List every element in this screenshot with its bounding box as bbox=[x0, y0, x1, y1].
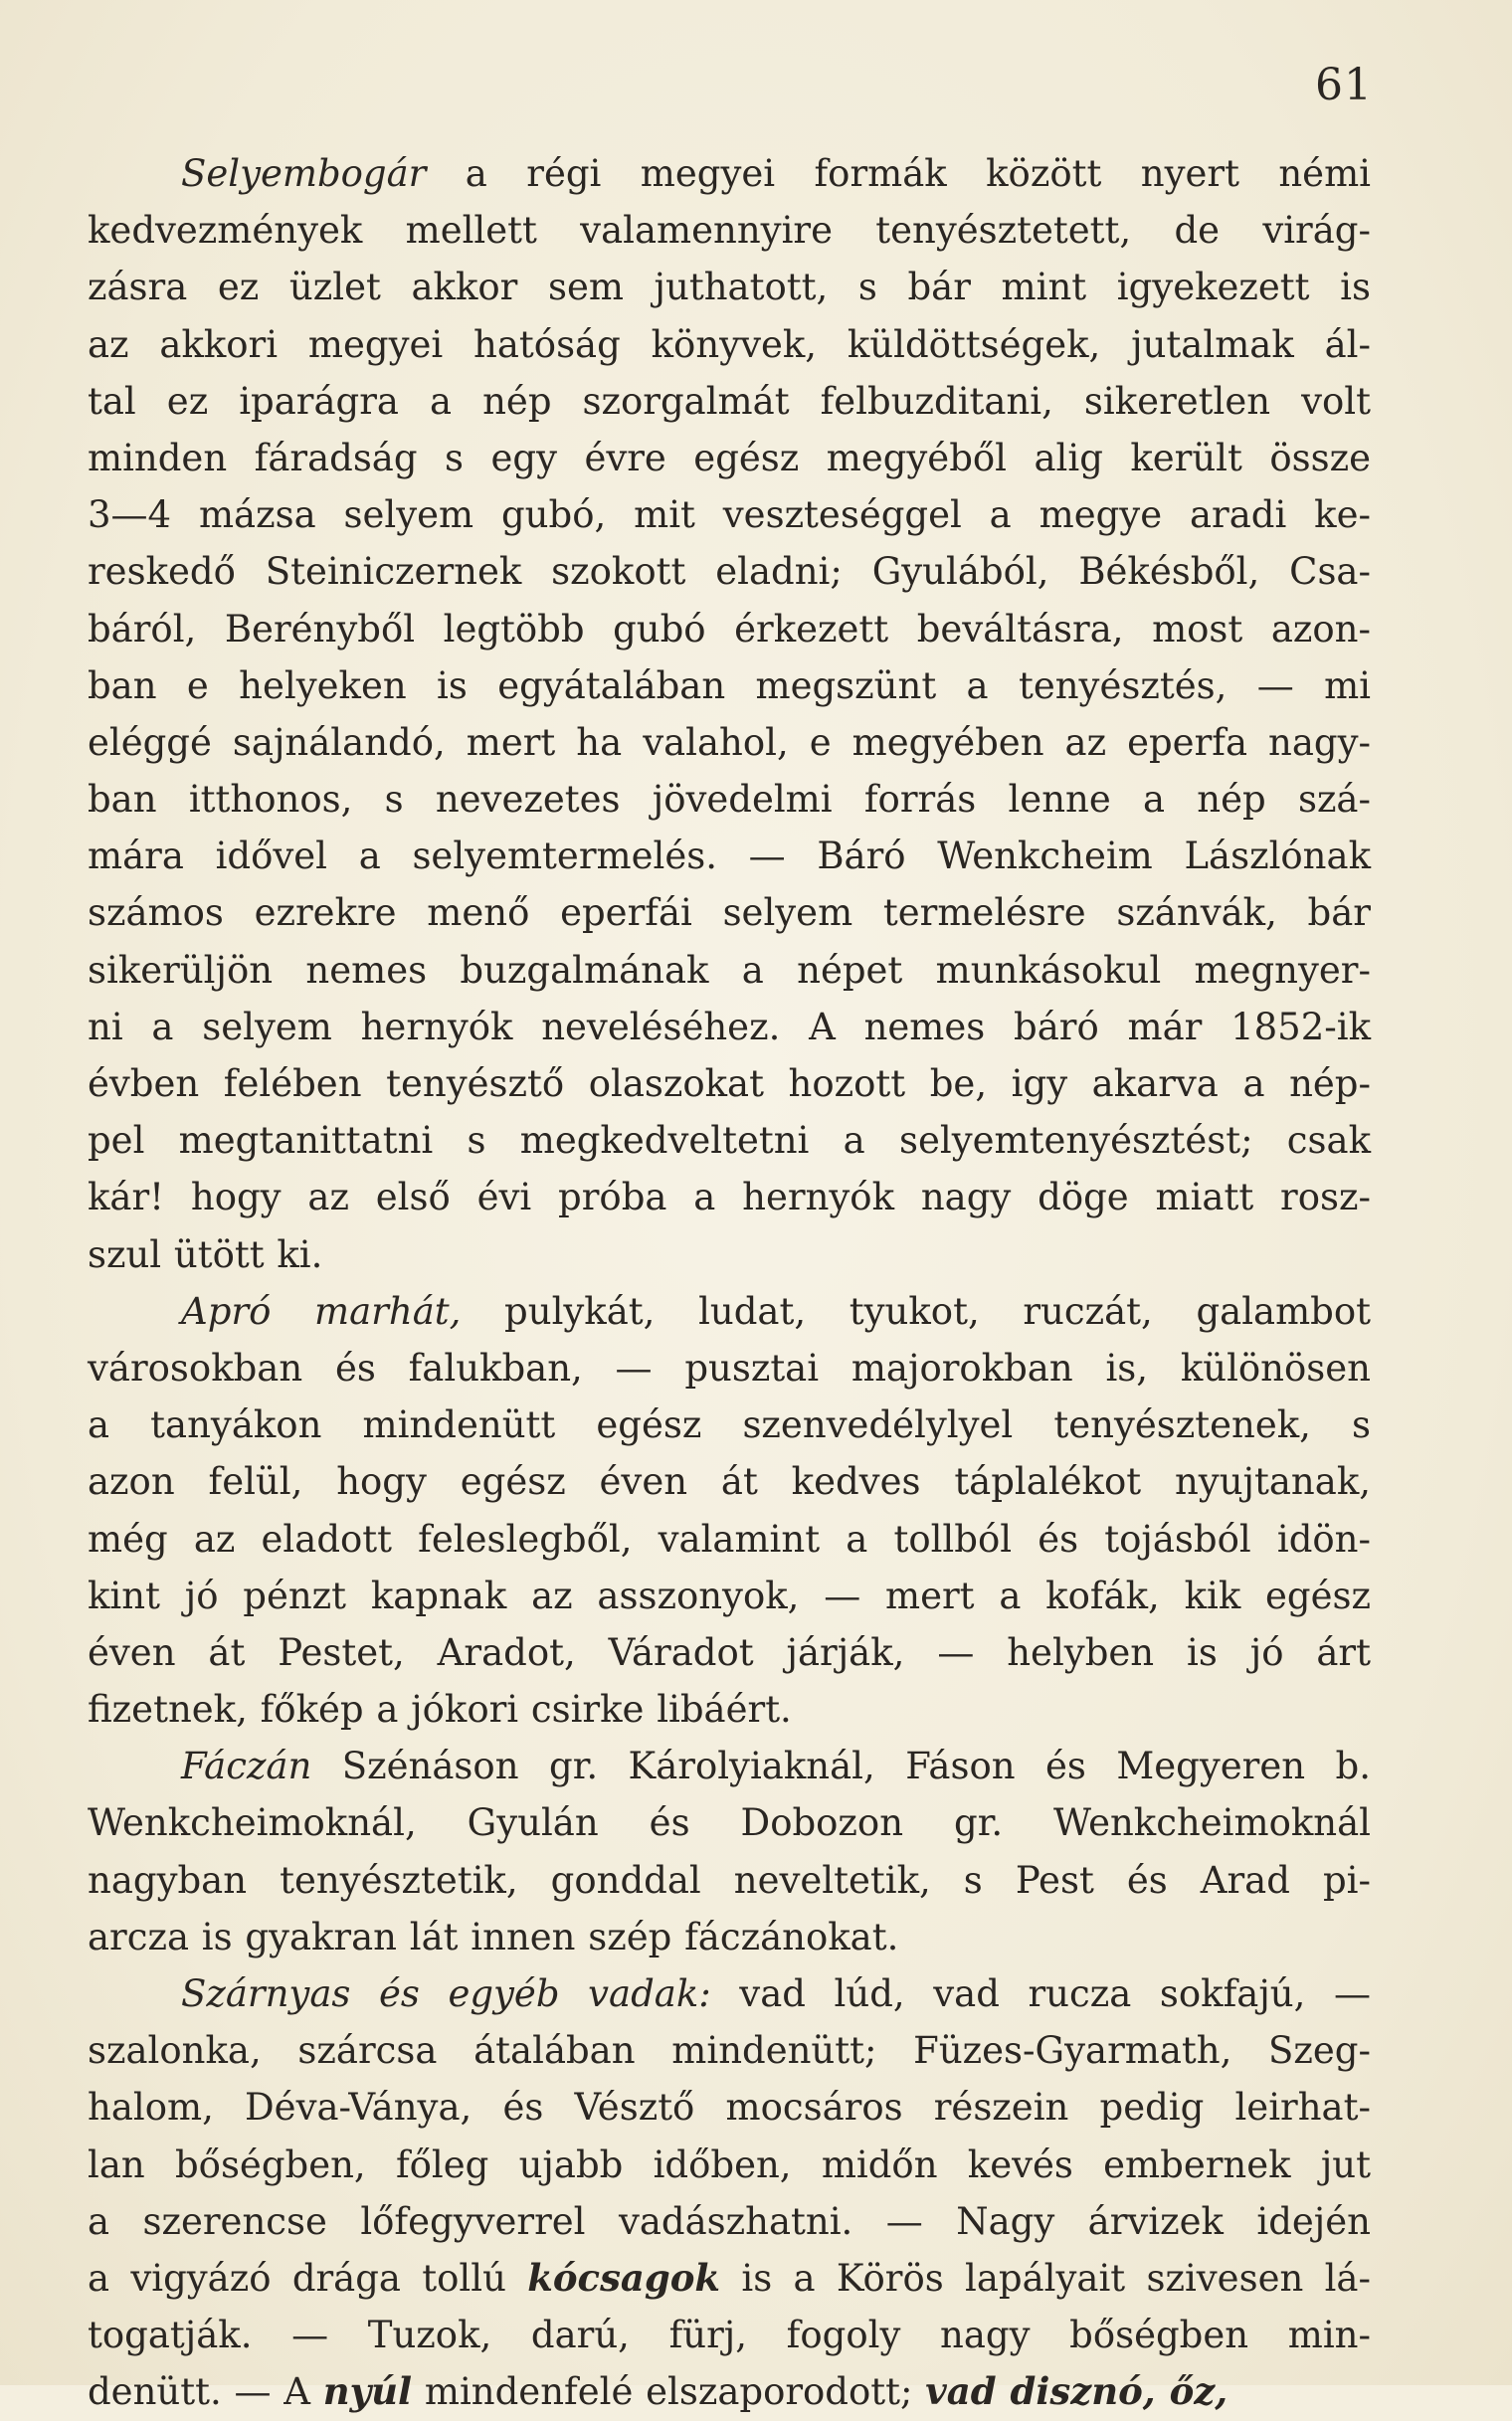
text-segment: szalonka, szárcsa átalában mindenütt; Füzes-Gyarmath, Szeg- bbox=[88, 2029, 1371, 2073]
text-segment: pulykát, ludat, tyukot, ruczát, galambot bbox=[461, 1289, 1371, 1333]
text-segment: pel megtanittatni s megkedveltetni a selyemtenyésztést; csak bbox=[88, 1119, 1371, 1163]
text-line bbox=[88, 1397, 1371, 1453]
text-segment: lan bőségben, főleg ujabb időben, midőn kevés embernek jut bbox=[88, 2142, 1371, 2186]
text-segment: az akkori megyei hatóság könyvek, küldöttségek, jutalmak ál- bbox=[88, 322, 1371, 366]
text-line bbox=[88, 942, 1371, 999]
text-segment: szul ütött ki. bbox=[88, 1232, 323, 1276]
text-segment: számos ezrekre menő eperfái selyem termelésre szánvák, bár bbox=[88, 891, 1371, 935]
text-line bbox=[88, 2079, 1371, 2136]
text-segment: ban e helyeken is egyátalában megszünt a tenyésztés, — mi bbox=[88, 663, 1371, 707]
text-segment: arcza is gyakran lát innen szép fáczánokat. bbox=[88, 1915, 899, 1958]
text-segment: városokban és falukban, — pusztai majorokban is, különösen bbox=[88, 1346, 1371, 1390]
text-line bbox=[88, 1624, 1371, 1681]
text-segment: eléggé sajnálandó, mert ha valahol, e megyében az eperfa nagy- bbox=[88, 720, 1371, 764]
text-line bbox=[88, 1226, 1371, 1283]
text-line bbox=[88, 1909, 1371, 1965]
text-line bbox=[88, 259, 1371, 315]
text-segment: reskedő Steiniczernek szokott eladni; Gyulából, Békésből, Csa- bbox=[88, 550, 1371, 594]
text-line bbox=[88, 543, 1371, 600]
paragraph bbox=[88, 1965, 1371, 2421]
text-segment: zásra ez üzlet akkor sem juthatott, s bár mint igyekezett is bbox=[88, 266, 1371, 309]
text-line bbox=[88, 1055, 1371, 1112]
text-line bbox=[88, 1852, 1371, 1909]
text-line bbox=[88, 2137, 1371, 2193]
text-segment: togatják. — Tuzok, darú, fürj, fogoly nagy bőségben min- bbox=[88, 2314, 1371, 2357]
emphasized-term: Apró marhát, bbox=[181, 1289, 462, 1333]
text-segment: a vigyázó drága tollú bbox=[88, 2256, 528, 2300]
emphasized-term: Fáczán bbox=[181, 1745, 312, 1788]
text-line bbox=[88, 1283, 1371, 1340]
text-segment: évben felében tenyésztő olaszokat hozott be, igy akarva a nép- bbox=[88, 1062, 1371, 1105]
text-segment: a tanyákon mindenütt egész szenvedélylyel tenyésztenek, s bbox=[88, 1403, 1371, 1447]
text-line bbox=[88, 145, 1371, 202]
body-text bbox=[88, 145, 1371, 2421]
text-segment: ni a selyem hernyók neveléséhez. A nemes báró már 1852-ik bbox=[88, 1005, 1371, 1048]
text-line bbox=[88, 884, 1371, 941]
text-segment: a régi megyei formák között nyert némi bbox=[426, 152, 1371, 195]
text-line bbox=[88, 373, 1371, 430]
emphasized-term: Selyembogár bbox=[181, 152, 427, 195]
emphasized-term: Szárnyas és egyéb vadak: bbox=[181, 1972, 711, 2015]
text-segment: nagyban tenyésztetik, gonddal neveltetik, s Pest és Arad pi- bbox=[88, 1858, 1371, 1902]
text-segment: azon felül, hogy egész éven át kedves táplalékot nyujtanak, bbox=[88, 1460, 1371, 1504]
text-segment: denütt. — A bbox=[88, 2370, 323, 2414]
text-segment: minden fáradság s egy évre egész megyéből alig került össze bbox=[88, 436, 1371, 479]
page-number: 61 bbox=[1315, 60, 1373, 110]
text-segment: 3—4 mázsa selyem gubó, mit veszteséggel a megye aradi ke- bbox=[88, 493, 1371, 537]
text-segment: Szénáson gr. Károlyiaknál, Fáson és Megyeren b. bbox=[311, 1745, 1371, 1788]
text-line bbox=[88, 1681, 1371, 1738]
text-line bbox=[88, 1965, 1371, 2022]
text-segment: mára idővel a selyemtermelés. — Báró Wenkcheim Lászlónak bbox=[88, 835, 1371, 878]
text-line bbox=[88, 1453, 1371, 1510]
text-segment: báról, Berényből legtöbb gubó érkezett beváltásra, most azon- bbox=[88, 607, 1371, 651]
text-segment: mindenfelé elszaporodott; bbox=[412, 2370, 926, 2414]
text-segment: kint jó pénzt kapnak az asszonyok, — mert a kofák, kik egész bbox=[88, 1574, 1371, 1617]
text-line bbox=[88, 1511, 1371, 1568]
text-line bbox=[88, 202, 1371, 259]
emphasized-term: vad disznó, őz, bbox=[925, 2369, 1228, 2414]
text-line bbox=[88, 316, 1371, 373]
text-segment: éven át Pestet, Aradot, Váradot járják, — helyben is jó árt bbox=[88, 1630, 1371, 1674]
text-line bbox=[88, 1794, 1371, 1851]
text-segment: halom, Déva-Ványa, és Vésztő mocsáros részein pedig leirhat- bbox=[88, 2086, 1371, 2130]
text-segment: fizetnek, főkép a jókori csirke libáért. bbox=[88, 1688, 792, 1732]
text-segment: tal ez iparágra a nép szorgalmát felbuzditani, sikeretlen volt bbox=[88, 379, 1371, 423]
text-line bbox=[88, 771, 1371, 828]
text-line bbox=[88, 714, 1371, 771]
text-line bbox=[88, 1738, 1371, 1794]
paragraph bbox=[88, 145, 1371, 1283]
text-line bbox=[88, 2363, 1371, 2420]
text-line bbox=[88, 430, 1371, 486]
text-segment: a szerencse lőfegyverrel vadászhatni. — Nagy árvizek idején bbox=[88, 2199, 1371, 2243]
text-line bbox=[88, 657, 1371, 714]
text-segment: ban itthonos, s nevezetes jövedelmi forrás lenne a nép szá- bbox=[88, 778, 1371, 822]
text-segment: vad lúd, vad rucza sokfajú, — bbox=[710, 1972, 1371, 2015]
text-segment: is a Körös lapályait szivesen lá- bbox=[720, 2256, 1371, 2300]
emphasized-term: kócsagok bbox=[527, 2255, 721, 2300]
text-segment: kár! hogy az első évi próba a hernyók nagy döge miatt rosz- bbox=[88, 1176, 1371, 1219]
paragraph bbox=[88, 1283, 1371, 1739]
emphasized-term: nyúl bbox=[322, 2369, 413, 2414]
text-line bbox=[88, 1340, 1371, 1397]
text-line bbox=[88, 486, 1371, 543]
text-line bbox=[88, 1169, 1371, 1225]
text-line bbox=[88, 601, 1371, 657]
text-line bbox=[88, 2193, 1371, 2250]
text-segment: kedvezmények mellett valamennyire tenyésztetett, de virág- bbox=[88, 209, 1371, 253]
text-line bbox=[88, 999, 1371, 1055]
text-segment: sikerüljön nemes buzgalmának a népet munkásokul megnyer- bbox=[88, 948, 1371, 992]
paragraph bbox=[88, 1738, 1371, 1965]
text-segment: még az eladott feleslegből, valamint a tollból és tojásból idön- bbox=[88, 1517, 1371, 1561]
text-line bbox=[88, 2250, 1371, 2307]
text-segment: Wenkcheimoknál, Gyulán és Dobozon gr. Wenkcheimoknál bbox=[88, 1801, 1371, 1845]
text-line bbox=[88, 1568, 1371, 1624]
text-line bbox=[88, 828, 1371, 884]
text-line bbox=[88, 1112, 1371, 1169]
text-line bbox=[88, 2307, 1371, 2363]
text-line bbox=[88, 2022, 1371, 2079]
